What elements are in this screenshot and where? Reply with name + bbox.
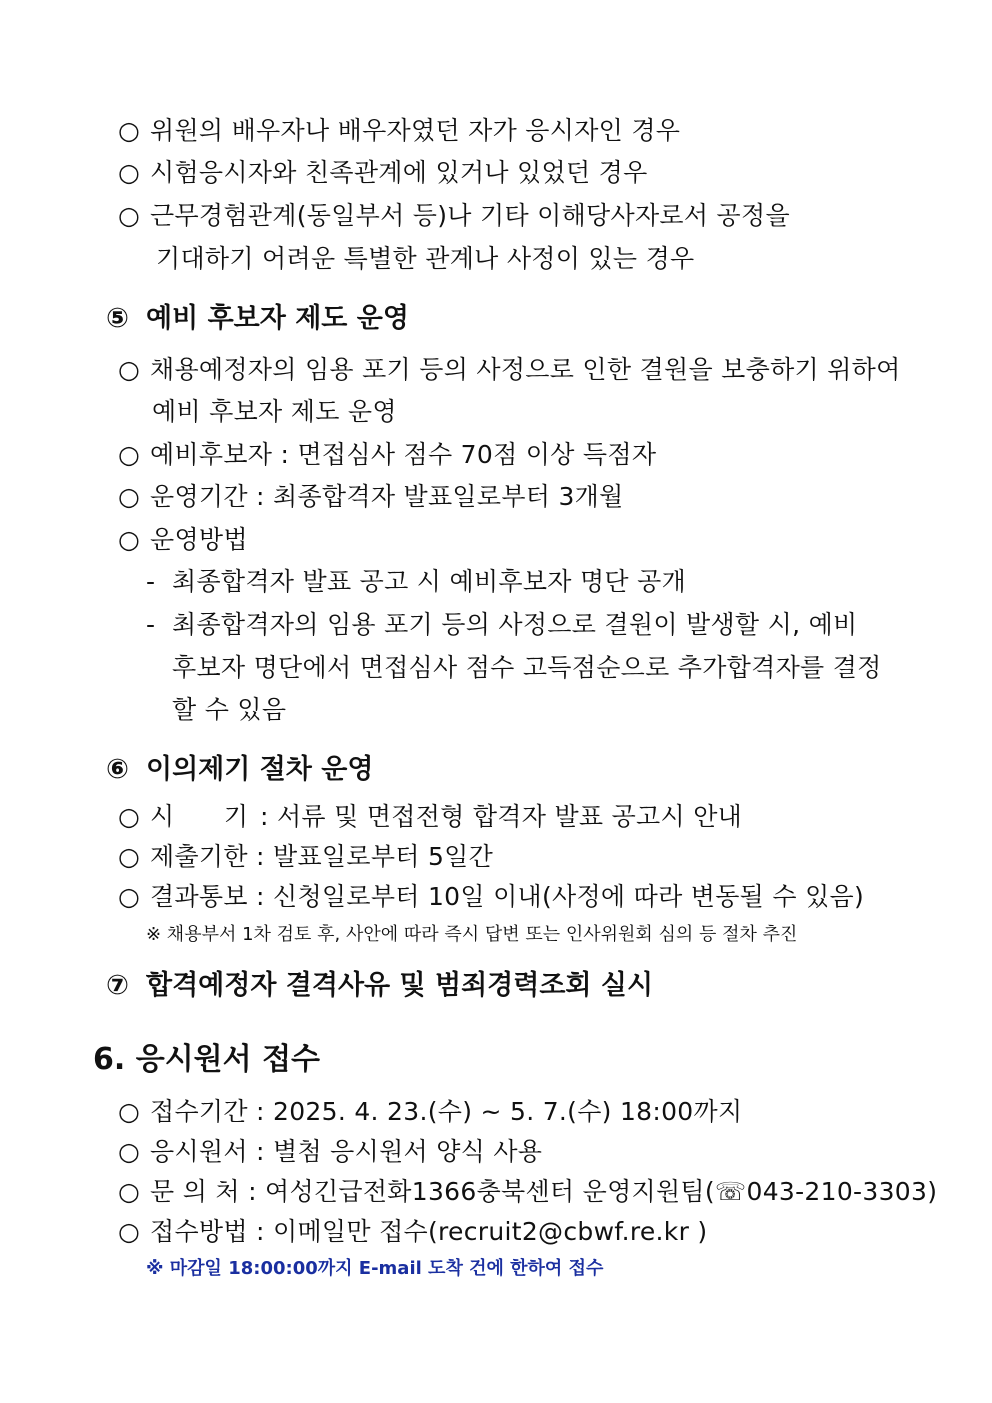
bullet-relative (118, 157, 648, 189)
bullet-mark: ○ (118, 1097, 141, 1126)
bullet-mark: ○ (118, 440, 141, 469)
sec6-bullet-result (118, 881, 864, 913)
section-5-heading (106, 302, 409, 336)
bullet-work-relation (118, 200, 790, 232)
part6-bullet-period (118, 1096, 742, 1128)
part6-deadline-note: ※ 마감일 18:00:00까지 E-mail 도착 건에 한하여 접수 (146, 1258, 604, 1279)
bullet-mark: ○ (118, 116, 141, 145)
section-6-heading (106, 753, 373, 787)
part6-bullet-contact (118, 1176, 937, 1208)
bullet-text: 채용예정자의 임용 포기 등의 사정으로 인한 결원을 보충하기 위하여 (150, 355, 901, 384)
bullet-text: 제출기한 : 발표일로부터 5일간 (150, 842, 494, 871)
sec5-bullet-candidates (118, 439, 656, 471)
part-6-heading: 6. 응시원서 접수 (93, 1042, 321, 1077)
bullet-text: 예비후보자 : 면접심사 점수 70점 이상 득점자 (150, 440, 657, 469)
section-number: ⑥ (106, 754, 129, 785)
section-7-heading (106, 969, 653, 1003)
sec5-bullet-purpose (118, 354, 901, 386)
section-title: 합격예정자 결격사유 및 범죄경력조회 실시 (146, 970, 654, 1001)
sec6-bullet-timing (118, 801, 742, 833)
sec5-bullet-method (118, 524, 248, 556)
dash-text: 최종합격자 발표 공고 시 예비후보자 명단 공개 (172, 567, 687, 596)
sec5-dash-additional-cont: 후보자 명단에서 면접심사 점수 고득점순으로 추가합격자를 결정 (172, 653, 882, 682)
bullet-mark: ○ (118, 355, 141, 384)
bullet-mark: ○ (118, 1177, 141, 1206)
part6-bullet-method (118, 1216, 707, 1248)
bullet-mark: ○ (118, 525, 141, 554)
sec6-note: ※ 채용부서 1차 검토 후, 사안에 따라 즉시 답변 또는 인사위원회 심의 등 절차 추진 (146, 924, 798, 945)
bullet-text: 접수기간 : 2025. 4. 23.(수) ~ 5. 7.(수) 18:00까지 (150, 1097, 743, 1126)
section-number: ⑤ (106, 303, 129, 334)
bullet-text: 결과통보 : 신청일로부터 10일 이내(사정에 따라 변동될 수 있음) (150, 882, 865, 911)
bullet-text: 문 의 처 : 여성긴급전화1366충북센터 운영지원팀(☏043-210-3303) (150, 1177, 938, 1206)
bullet-work-relation-cont: 기대하기 어려운 특별한 관계나 사정이 있는 경우 (156, 244, 695, 273)
bullet-spouse (118, 115, 680, 147)
bullet-mark: ○ (118, 158, 141, 187)
dash-text: 최종합격자의 임용 포기 등의 사정으로 결원이 발생할 시, 예비 (172, 610, 858, 639)
bullet-mark: ○ (118, 1137, 141, 1166)
sec5-dash-additional-cont2: 할 수 있음 (172, 695, 287, 724)
bullet-mark: ○ (118, 802, 141, 831)
bullet-text: 운영기간 : 최종합격자 발표일로부터 3개월 (150, 482, 624, 511)
dash-mark: - (146, 567, 156, 596)
bullet-text: 시험응시자와 친족관계에 있거나 있었던 경우 (150, 158, 648, 187)
bullet-mark: ○ (118, 882, 141, 911)
section-title: 예비 후보자 제도 운영 (146, 303, 409, 334)
bullet-text: 근무경험관계(동일부서 등)나 기타 이해당사자로서 공정을 (150, 201, 790, 230)
sec5-dash-disclose (146, 566, 686, 598)
bullet-text: 위원의 배우자나 배우자였던 자가 응시자인 경우 (150, 116, 681, 145)
sec5-bullet-purpose-cont: 예비 후보자 제도 운영 (152, 397, 397, 426)
bullet-mark: ○ (118, 201, 141, 230)
section-number: ⑦ (106, 970, 129, 1001)
bullet-text: 접수방법 : 이메일만 접수(recruit2@cbwf.re.kr ) (150, 1217, 708, 1246)
part6-bullet-form (118, 1136, 542, 1168)
bullet-mark: ○ (118, 482, 141, 511)
bullet-mark: ○ (118, 1217, 141, 1246)
sec6-bullet-deadline (118, 841, 493, 873)
bullet-label: 시 기 (150, 802, 249, 831)
section-title: 이의제기 절차 운영 (146, 754, 374, 785)
sec5-bullet-period (118, 481, 624, 513)
bullet-text: 운영방법 (150, 525, 248, 554)
dash-mark: - (146, 610, 156, 639)
bullet-text: : 서류 및 면접전형 합격자 발표 공고시 안내 (260, 802, 743, 831)
sec5-dash-additional (146, 609, 857, 641)
bullet-text: 응시원서 : 별첨 응시원서 양식 사용 (150, 1137, 543, 1166)
bullet-mark: ○ (118, 842, 141, 871)
